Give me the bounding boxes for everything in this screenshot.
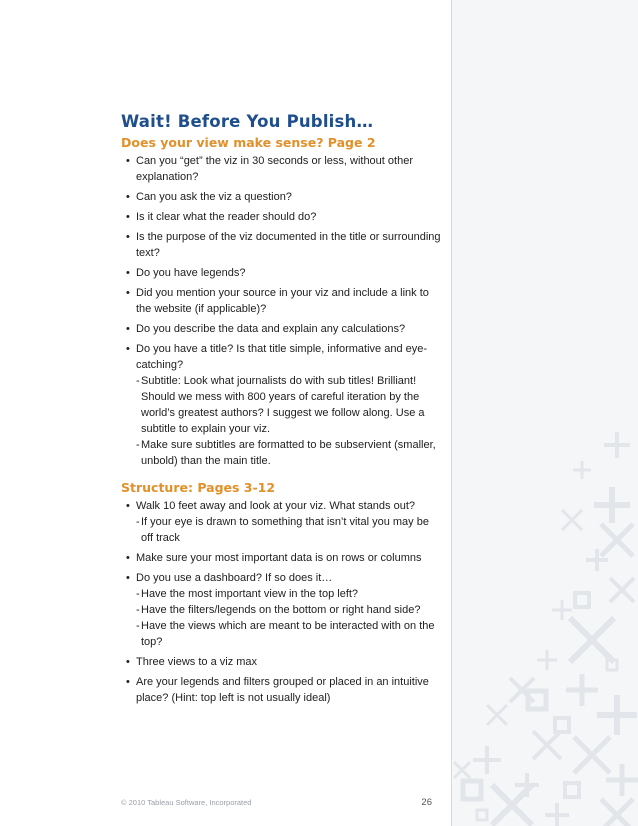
checklist-content [121, 111, 441, 710]
times-symbol [492, 785, 532, 825]
page-number: 26 [421, 797, 432, 808]
times-symbol [533, 731, 561, 759]
plus-symbol [606, 764, 638, 796]
sub-checklist-item [136, 586, 441, 602]
checklist-item [121, 498, 441, 546]
square-symbol [477, 810, 487, 820]
plus-symbol [545, 803, 569, 826]
sub-checklist-item [136, 602, 441, 618]
checklist-item [121, 153, 441, 185]
times-symbol [562, 510, 582, 530]
checklist-item [121, 189, 441, 205]
checklist-item-text: Three views to a viz max [136, 656, 258, 668]
checklist-item-text: Did you mention your source in your viz and include a link to the website (if applicable)? [136, 287, 429, 315]
bullet-icon: • [126, 572, 130, 584]
page-footer [121, 798, 432, 807]
dash-icon: - [136, 620, 140, 632]
checklist-item [121, 674, 441, 706]
checklist-item [121, 550, 441, 566]
checklist-item-text: Can you “get” the viz in 30 seconds or less, without other explanation? [136, 155, 413, 183]
dash-icon: - [136, 604, 140, 616]
sub-checklist-item-text: Have the views which are meant to be interacted with on the top? [141, 620, 435, 648]
plus-symbol [566, 674, 598, 706]
sub-checklist-item-text: Make sure subtitles are formatted to be subservient (smaller, unbold) than the main title. [141, 439, 436, 467]
times-symbol [487, 705, 507, 725]
plus-symbol [552, 600, 572, 620]
checklist-item [121, 265, 441, 281]
bullet-icon: • [126, 656, 130, 668]
bullet-icon: • [126, 191, 130, 203]
square-symbol [463, 781, 481, 799]
dash-icon: - [136, 516, 140, 528]
decorative-sidebar [451, 0, 638, 826]
sub-checklist-item [136, 373, 441, 437]
bullet-icon: • [126, 211, 130, 223]
checklist-item [121, 341, 441, 469]
sub-checklist-item-text: Have the most important view in the top left? [141, 588, 359, 600]
times-symbol [574, 737, 610, 773]
sub-checklist [136, 514, 441, 546]
sub-checklist [136, 586, 441, 650]
sub-checklist-item [136, 514, 441, 546]
times-symbol [601, 799, 633, 826]
checklist-item-text: Can you ask the viz a question? [136, 191, 292, 203]
checklist-item-text: Are your legends and filters grouped or placed in an intuitive place? (Hint: top left is not usually ideal) [136, 676, 429, 704]
sub-checklist-item-text: Subtitle: Look what journalists do with sub titles! Brilliant! Should we mess with 800 years of careful iteration by the world’s greatest authors? I suggest we follow along. Use a subtitle to explain your viz. [141, 375, 425, 435]
square-symbol [575, 593, 589, 607]
bullet-icon: • [126, 676, 130, 688]
bullet-icon: • [126, 267, 130, 279]
checklist [121, 153, 441, 469]
dash-icon: - [136, 439, 140, 451]
sub-checklist-item [136, 618, 441, 650]
checklist-item [121, 285, 441, 317]
times-symbol [610, 578, 634, 602]
checklist-item-text: Is it clear what the reader should do? [136, 211, 317, 223]
dash-icon: - [136, 588, 140, 600]
square-symbol [565, 783, 579, 797]
checklist-item-text: Is the purpose of the viz documented in the title or surrounding text? [136, 231, 441, 259]
checklist-item [121, 570, 441, 650]
bullet-icon: • [126, 552, 130, 564]
math-symbol-pattern [452, 0, 638, 826]
checklist-item [121, 321, 441, 337]
checklist-item-text: Do you have legends? [136, 267, 246, 279]
plus-symbol [537, 650, 557, 670]
checklist-item-text: Walk 10 feet away and look at your viz. What stands out? [136, 500, 416, 512]
plus-symbol [573, 461, 591, 479]
checklist-sections [121, 134, 441, 706]
checklist-item-text: Make sure your most important data is on rows or columns [136, 552, 422, 564]
checklist [121, 498, 441, 706]
plus-symbol [473, 746, 501, 774]
section-heading: Structure: Pages 3-12 [121, 480, 276, 495]
sub-checklist-item-text: Have the filters/legends on the bottom or right hand side? [141, 604, 421, 616]
times-symbol [454, 762, 470, 778]
sub-checklist [136, 373, 441, 469]
checklist-item-text: Do you describe the data and explain any calculations? [136, 323, 406, 335]
plus-symbol [594, 487, 630, 523]
bullet-icon: • [126, 500, 130, 512]
bullet-icon: • [126, 155, 130, 167]
checklist-item-text: Do you use a dashboard? If so does it… [136, 572, 333, 584]
plus-symbol [604, 432, 630, 458]
square-symbol [555, 718, 569, 732]
copyright-text: © 2010 Tableau Software, Incorporated [121, 798, 252, 807]
times-symbol [601, 524, 633, 556]
times-symbol [570, 618, 614, 662]
sub-checklist-item-text: If your eye is drawn to something that isn’t vital you may be off track [141, 516, 429, 544]
page-title: Wait! Before You Publish… [121, 112, 374, 131]
bullet-icon: • [126, 231, 130, 243]
plus-symbol [597, 695, 637, 735]
sub-checklist-item [136, 437, 441, 469]
bullet-icon: • [126, 323, 130, 335]
bullet-icon: • [126, 287, 130, 299]
checklist-item [121, 209, 441, 225]
checklist-item [121, 654, 441, 670]
square-symbol [607, 660, 617, 670]
checklist-item [121, 229, 441, 261]
section-heading: Does your view make sense? Page 2 [121, 135, 376, 150]
checklist-item-text: Do you have a title? Is that title simple, informative and eye-catching? [136, 343, 428, 371]
bullet-icon: • [126, 343, 130, 355]
dash-icon: - [136, 375, 140, 387]
